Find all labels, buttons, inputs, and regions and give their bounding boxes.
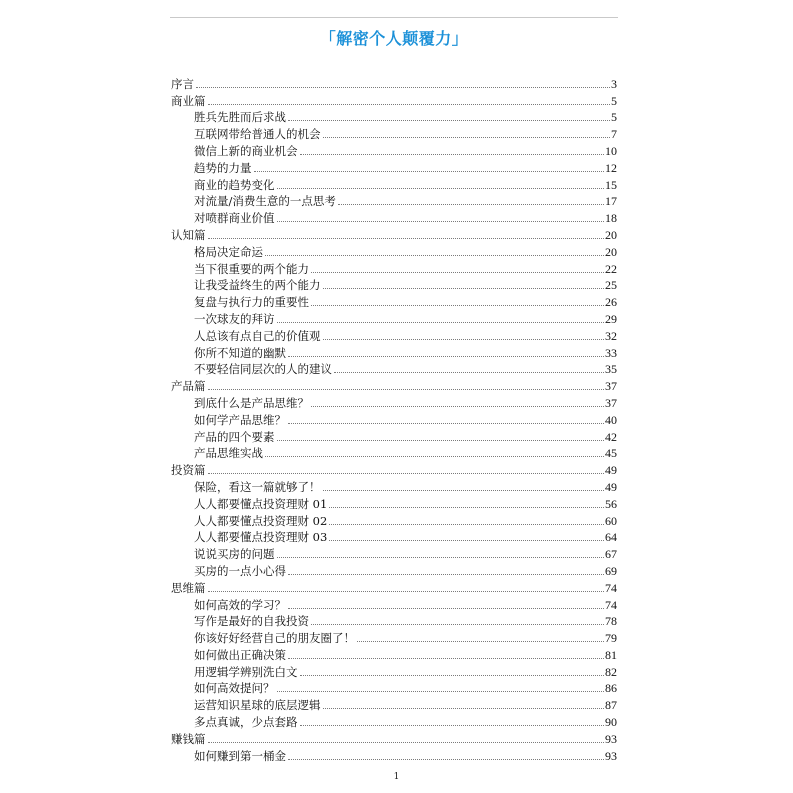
dot-leader (323, 288, 605, 289)
dot-leader (277, 188, 605, 189)
dot-leader (338, 204, 604, 205)
toc-entry-label: 如何高效提问？ (194, 681, 275, 696)
dot-leader (288, 658, 604, 659)
toc-entry-label: 保险，看这一篇就够了！ (194, 479, 321, 494)
toc-entry[interactable] (171, 108, 617, 125)
toc-entry-page-number: 74 (605, 597, 617, 612)
toc-section[interactable] (171, 376, 617, 393)
dot-leader (311, 272, 604, 273)
toc-entry-label: 如何赚到第一桶金 (194, 748, 286, 763)
toc-entry-page-number: 18 (605, 211, 617, 226)
toc-entry-label: 赚钱篇 (171, 731, 206, 746)
dot-leader (300, 725, 605, 726)
toc-entry-label: 认知篇 (171, 227, 206, 242)
toc-entry[interactable] (171, 662, 617, 679)
toc-entry-label: 到底什么是产品思维？ (194, 395, 309, 410)
toc-entry[interactable] (171, 326, 617, 343)
toc-entry-page-number: 40 (605, 412, 617, 427)
toc-entry-page-number: 86 (605, 681, 617, 696)
toc-entry-page-number: 12 (605, 160, 617, 175)
toc-entry-label: 你所不知道的幽默 (194, 345, 286, 360)
dot-leader (265, 456, 604, 457)
toc-entry-label: 当下很重要的两个能力 (194, 261, 309, 276)
toc-entry[interactable] (171, 393, 617, 410)
toc-section[interactable] (171, 74, 617, 91)
toc-entry[interactable] (171, 158, 617, 175)
dot-leader (288, 759, 604, 760)
toc-entry-label: 运营知识星球的底层逻辑 (194, 698, 321, 713)
dot-leader (208, 473, 605, 474)
toc-entry-page-number: 93 (605, 748, 617, 763)
dot-leader (300, 154, 605, 155)
dot-leader (300, 675, 605, 676)
toc-entry[interactable] (171, 712, 617, 729)
toc-entry[interactable] (171, 427, 617, 444)
toc-entry-page-number: 69 (605, 563, 617, 578)
toc-entry[interactable] (171, 628, 617, 645)
toc-entry-page-number: 22 (605, 261, 617, 276)
dot-leader (277, 557, 605, 558)
toc-entry-label: 一次球友的拜访 (194, 311, 275, 326)
dot-leader (329, 507, 604, 508)
dot-leader (277, 322, 605, 323)
toc-entry-page-number: 56 (605, 496, 617, 511)
dot-leader (208, 389, 605, 390)
toc-entry[interactable] (171, 746, 617, 763)
toc-entry-page-number: 82 (605, 664, 617, 679)
toc-entry-page-number: 67 (605, 547, 617, 562)
toc-entry-page-number: 78 (605, 614, 617, 629)
toc-section[interactable] (171, 91, 617, 108)
toc-entry[interactable] (171, 561, 617, 578)
toc-entry-page-number: 49 (605, 479, 617, 494)
dot-leader (265, 255, 604, 256)
toc-entry-page-number: 20 (605, 244, 617, 259)
dot-leader (208, 591, 605, 592)
toc-entry[interactable] (171, 544, 617, 561)
toc-entry-label: 你该好好经营自己的朋友圈了！ (194, 631, 355, 646)
top-rule (170, 17, 618, 18)
toc-entry[interactable] (171, 528, 617, 545)
toc-entry-label: 格局决定命运 (194, 244, 263, 259)
toc-entry-page-number: 17 (605, 194, 617, 209)
toc-entry[interactable] (171, 595, 617, 612)
toc-entry-page-number: 25 (605, 278, 617, 293)
dot-leader (277, 221, 605, 222)
toc-entry[interactable] (171, 360, 617, 377)
toc-entry-label: 对喷群商业价值 (194, 211, 275, 226)
footer-page-number: 1 (393, 772, 400, 782)
toc-entry-label: 胜兵先胜而后求战 (194, 110, 286, 125)
toc-section[interactable] (171, 225, 617, 242)
toc-entry[interactable] (171, 343, 617, 360)
dot-leader (329, 524, 604, 525)
dot-leader (329, 540, 604, 541)
toc-entry[interactable] (171, 444, 617, 461)
toc-entry-label: 商业篇 (171, 93, 206, 108)
toc-section[interactable] (171, 578, 617, 595)
toc-entry-label: 如何高效的学习？ (194, 597, 286, 612)
toc-entry[interactable] (171, 292, 617, 309)
dot-leader (208, 238, 605, 239)
toc-entry-page-number: 81 (605, 647, 617, 662)
toc-entry-label: 产品篇 (171, 379, 206, 394)
toc-entry[interactable] (171, 259, 617, 276)
toc-entry-page-number: 32 (605, 328, 617, 343)
document-title: 「解密个人颠覆力」 (319, 29, 469, 48)
toc-entry-label: 用逻辑学辨别洗白文 (194, 664, 298, 679)
dot-leader (311, 406, 604, 407)
dot-leader (288, 423, 604, 424)
toc-entry-label: 人人都要懂点投资理财 03 (194, 530, 328, 545)
toc-entry[interactable] (171, 175, 617, 192)
toc-entry-label: 如何学产品思维？ (194, 412, 286, 427)
toc-entry[interactable] (171, 410, 617, 427)
toc-entry[interactable] (171, 612, 617, 629)
dot-leader (288, 574, 604, 575)
toc-entry-page-number: 64 (605, 530, 617, 545)
toc-entry[interactable] (171, 309, 617, 326)
toc-entry-page-number: 26 (605, 295, 617, 310)
dot-leader (323, 708, 605, 709)
toc-entry-page-number: 3 (611, 76, 617, 91)
toc-entry-page-number: 42 (605, 429, 617, 444)
dot-leader (277, 691, 605, 692)
toc-entry[interactable] (171, 645, 617, 662)
toc-entry-page-number: 5 (611, 110, 617, 125)
dot-leader (196, 87, 610, 88)
toc-entry-page-number: 10 (605, 143, 617, 158)
toc-entry-label: 人总该有点自己的价值观 (194, 328, 321, 343)
toc-entry-page-number: 93 (605, 731, 617, 746)
toc-section[interactable] (171, 460, 617, 477)
toc-entry-label: 说说买房的问题 (194, 547, 275, 562)
toc-entry-page-number: 60 (605, 513, 617, 528)
toc-entry[interactable] (171, 511, 617, 528)
toc-entry-page-number: 5 (611, 93, 617, 108)
toc-entry-page-number: 37 (605, 379, 617, 394)
toc-entry-page-number: 7 (611, 127, 617, 142)
toc-entry-page-number: 29 (605, 311, 617, 326)
dot-leader (288, 120, 610, 121)
dot-leader (254, 171, 605, 172)
toc-entry-page-number: 74 (605, 580, 617, 595)
dot-leader (323, 339, 605, 340)
toc-entry-label: 不要轻信同层次的人的建议 (194, 362, 332, 377)
toc-entry-label: 人人都要懂点投资理财 02 (194, 513, 328, 528)
toc-entry-label: 人人都要懂点投资理财 01 (194, 496, 328, 511)
dot-leader (334, 372, 604, 373)
toc-entry-label: 思维篇 (171, 580, 206, 595)
toc-entry-label: 写作是最好的自我投资 (194, 614, 309, 629)
dot-leader (311, 305, 604, 306)
toc-entry[interactable] (171, 141, 617, 158)
table-of-contents (171, 74, 617, 763)
toc-entry-label: 序言 (171, 76, 194, 91)
toc-entry-page-number: 20 (605, 227, 617, 242)
toc-entry-label: 产品的四个要素 (194, 429, 275, 444)
toc-entry-page-number: 15 (605, 177, 617, 192)
toc-entry-label: 让我受益终生的两个能力 (194, 278, 321, 293)
dot-leader (288, 356, 604, 357)
toc-entry-label: 微信上新的商业机会 (194, 143, 298, 158)
toc-section[interactable] (171, 729, 617, 746)
dot-leader (357, 641, 604, 642)
toc-entry[interactable] (171, 208, 617, 225)
toc-entry[interactable] (171, 192, 617, 209)
dot-leader (208, 742, 605, 743)
toc-entry-label: 复盘与执行力的重要性 (194, 295, 309, 310)
toc-entry-label: 买房的一点小心得 (194, 563, 286, 578)
toc-entry-label: 多点真诚，少点套路 (194, 715, 298, 730)
toc-entry-label: 如何做出正确决策 (194, 647, 286, 662)
dot-leader (277, 440, 605, 441)
toc-entry[interactable] (171, 242, 617, 259)
dot-leader (311, 624, 604, 625)
toc-entry[interactable] (171, 679, 617, 696)
toc-entry-page-number: 90 (605, 715, 617, 730)
toc-entry[interactable] (171, 276, 617, 293)
toc-entry[interactable] (171, 477, 617, 494)
toc-entry-page-number: 79 (605, 631, 617, 646)
dot-leader (288, 608, 604, 609)
toc-entry-label: 趋势的力量 (194, 160, 252, 175)
toc-entry-page-number: 35 (605, 362, 617, 377)
toc-entry-page-number: 37 (605, 395, 617, 410)
toc-entry-label: 投资篇 (171, 463, 206, 478)
toc-entry-page-number: 87 (605, 698, 617, 713)
dot-leader (323, 137, 611, 138)
toc-entry-label: 互联网带给普通人的机会 (194, 127, 321, 142)
dot-leader (323, 490, 605, 491)
toc-entry-page-number: 45 (605, 446, 617, 461)
toc-entry[interactable] (171, 695, 617, 712)
toc-entry[interactable] (171, 124, 617, 141)
toc-entry-page-number: 33 (605, 345, 617, 360)
toc-entry[interactable] (171, 494, 617, 511)
dot-leader (208, 104, 611, 105)
toc-entry-label: 商业的趋势变化 (194, 177, 275, 192)
toc-entry-label: 对流量/消费生意的一点思考 (194, 194, 336, 209)
toc-entry-page-number: 49 (605, 463, 617, 478)
toc-entry-label: 产品思维实战 (194, 446, 263, 461)
